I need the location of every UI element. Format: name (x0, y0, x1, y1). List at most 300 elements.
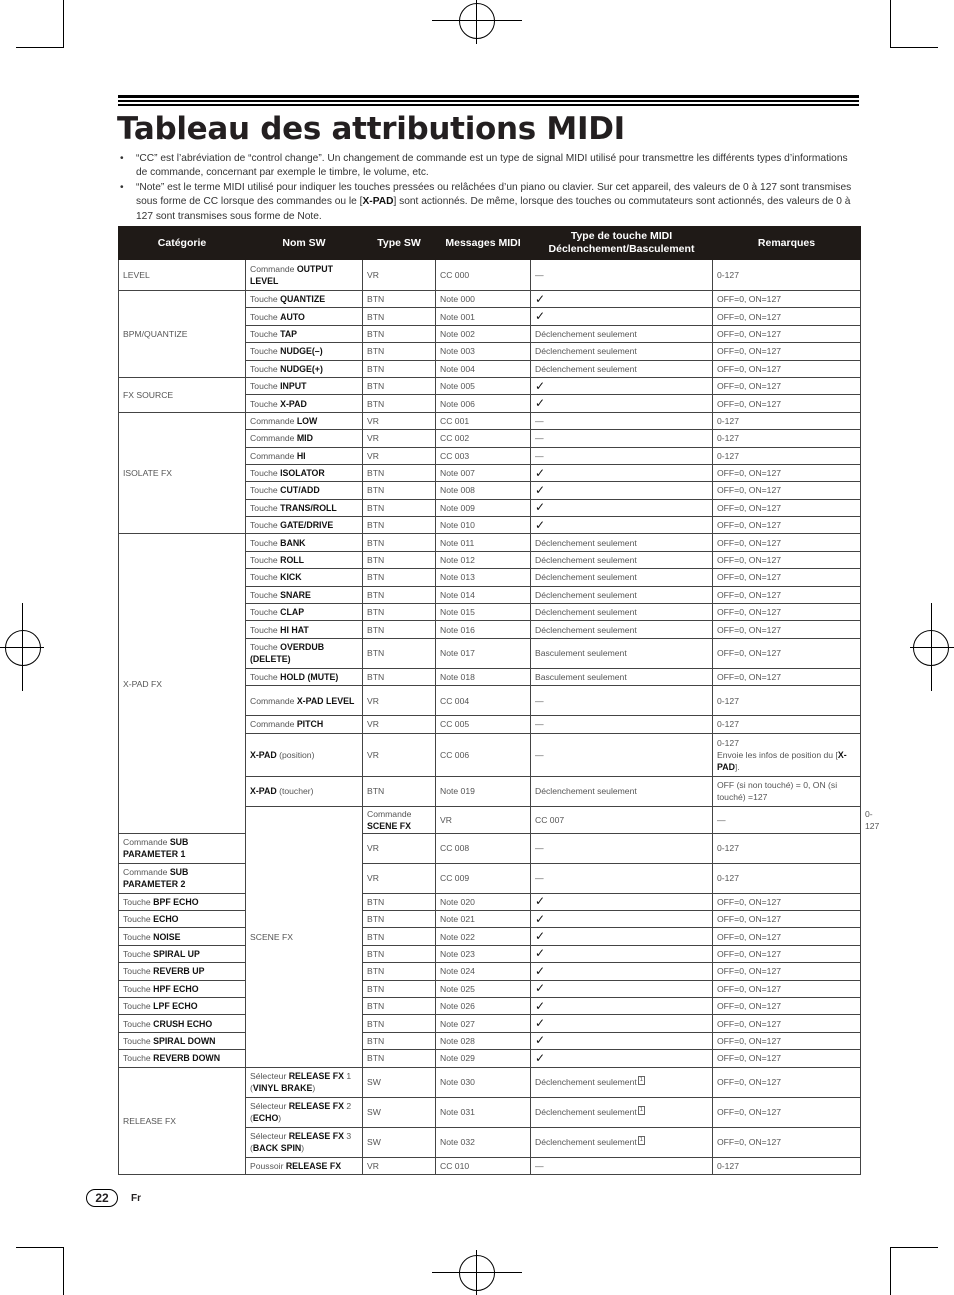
trigger-cell (531, 945, 713, 962)
header-name: Nom SW (246, 227, 363, 260)
note-text: “Note” est le terme MIDI utilisé pour indiquer les touches pressées ou relâchées d’un piano ou clavier. Sur cet appareil, des valeurs de 0 à 127 sont transmises sous forme de CC lorsque des commandes ou le [ (136, 181, 852, 208)
switch-type-cell: VR (363, 716, 436, 733)
remarks-cell: 0-127 (713, 863, 861, 893)
remarks-cell: 0-127 (713, 430, 861, 447)
footnote-marker: 1 (639, 1107, 644, 1114)
switch-type-cell: BTN (363, 517, 436, 534)
switch-type-cell: BTN (363, 395, 436, 412)
remarks-cell: OFF=0, ON=127 (713, 534, 861, 551)
switch-type-cell: VR (363, 863, 436, 893)
table-row: SCENE FX Commande SCENE FX VR CC 007 — 0-127 (119, 806, 861, 833)
midi-message-cell: CC 003 (436, 447, 531, 464)
midi-message-cell: Note 006 (436, 395, 531, 412)
header-type: Type SW (363, 227, 436, 260)
remarks-cell: 0-127 (713, 716, 861, 733)
midi-message-cell: CC 004 (436, 686, 531, 716)
midi-message-cell: Note 016 (436, 621, 531, 638)
page-number: 22 (86, 1189, 118, 1207)
crop-mark (890, 1247, 938, 1248)
check-icon: ✓ (535, 482, 546, 497)
remarks-cell: OFF=0, ON=127 (713, 517, 861, 534)
midi-message-cell: Note 015 (436, 604, 531, 621)
table-row (119, 260, 861, 291)
note-bold: X-PAD (362, 196, 394, 208)
switch-type-cell: BTN (363, 551, 436, 568)
switch-type-cell: BTN (363, 963, 436, 980)
registration-circle (913, 630, 949, 666)
trigger-cell: — (531, 1157, 713, 1174)
switch-type-cell: BTN (363, 928, 436, 945)
footnote-marker: 1 (639, 1077, 644, 1084)
switch-type-cell: BTN (363, 776, 436, 806)
midi-message-cell: Note 018 (436, 668, 531, 685)
remarks-cell: OFF=0, ON=127 (713, 325, 861, 342)
remarks-cell: 0-127 (713, 833, 861, 863)
switch-type-cell: BTN (363, 638, 436, 668)
remarks-cell: OFF=0, ON=127 (713, 621, 861, 638)
switch-type-cell: VR (363, 412, 436, 429)
remarks-cell: OFF=0, ON=127 (713, 638, 861, 668)
trigger-cell: Déclenchement seulement (531, 325, 713, 342)
remarks-cell: OFF=0, ON=127 (713, 893, 861, 910)
switch-name-cell: Commande LOW (246, 412, 363, 429)
switch-name-cell: Commande X-PAD LEVEL (246, 686, 363, 716)
midi-message-cell: Note 012 (436, 551, 531, 568)
check-icon: ✓ (535, 963, 546, 978)
switch-name-cell: Touche X-PAD (246, 395, 363, 412)
midi-message-cell: Note 009 (436, 499, 531, 516)
switch-name-cell: Touche TAP (246, 325, 363, 342)
check-icon: ✓ (535, 894, 546, 909)
trigger-cell: Déclenchement seulement 1 (531, 1127, 713, 1157)
midi-message-cell: Note 031 (436, 1097, 531, 1127)
switch-name-cell: Touche REVERB UP (119, 963, 246, 980)
switch-type-cell: VR (363, 686, 436, 716)
switch-type-cell: BTN (363, 291, 436, 308)
category-cell: FX SOURCE (119, 377, 246, 412)
switch-type-cell: BTN (363, 945, 436, 962)
midi-message-cell: CC 001 (436, 412, 531, 429)
remarks-cell: 0-127 (713, 686, 861, 716)
switch-type-cell: BTN (363, 668, 436, 685)
crop-mark (890, 0, 891, 48)
remarks-cell: OFF=0, ON=127 (713, 604, 861, 621)
page-title: Tableau des attributions MIDI (117, 111, 625, 147)
trigger-cell (531, 963, 713, 980)
midi-message-cell: CC 007 (531, 806, 713, 833)
switch-name-cell: Touche HPF ECHO (119, 980, 246, 997)
trigger-cell (531, 928, 713, 945)
switch-name-cell: Touche NOISE (119, 928, 246, 945)
switch-name-cell: Sélecteur RELEASE FX 1 (VINYL BRAKE) (246, 1067, 363, 1097)
remarks-cell: OFF=0, ON=127 (713, 1127, 861, 1157)
switch-name-cell: Touche ROLL (246, 551, 363, 568)
remarks-cell: OFF=0, ON=127 (713, 1050, 861, 1067)
switch-type-cell: BTN (363, 360, 436, 377)
switch-name-cell: Touche TRANS/ROLL (246, 499, 363, 516)
check-icon: ✓ (535, 396, 546, 411)
switch-name-cell: Touche BANK (246, 534, 363, 551)
table-row (119, 997, 861, 1014)
check-icon: ✓ (535, 500, 546, 515)
crop-mark (16, 1247, 64, 1248)
check-icon: ✓ (535, 998, 546, 1013)
remarks-cell: OFF=0, ON=127 (713, 360, 861, 377)
category-cell: BPM/QUANTIZE (119, 291, 246, 378)
check-icon: ✓ (535, 911, 546, 926)
switch-type-cell: VR (363, 430, 436, 447)
switch-name-cell: Touche HI HAT (246, 621, 363, 638)
midi-message-cell: Note 002 (436, 325, 531, 342)
check-icon: ✓ (535, 1050, 546, 1065)
midi-table (118, 226, 880, 1175)
switch-name-cell: Touche ISOLATOR (246, 464, 363, 481)
check-icon: ✓ (535, 1016, 546, 1031)
switch-type-cell: BTN (363, 499, 436, 516)
header-remarks: Remarques (713, 227, 861, 260)
trigger-cell: — (531, 733, 713, 776)
midi-message-cell: Note 013 (436, 569, 531, 586)
table-row (119, 291, 861, 308)
switch-name-cell: Touche NUDGE(–) (246, 343, 363, 360)
switch-name-cell: Touche BPF ECHO (119, 893, 246, 910)
remarks-cell: OFF=0, ON=127 (713, 499, 861, 516)
trigger-cell (531, 499, 713, 516)
trigger-cell (531, 308, 713, 325)
check-icon: ✓ (535, 946, 546, 961)
trigger-cell: Déclenchement seulement 1 (531, 1067, 713, 1097)
footnote-marker: 1 (639, 1137, 644, 1144)
remarks-cell: OFF=0, ON=127 (713, 1032, 861, 1049)
trigger-cell: Déclenchement seulement 1 (531, 1097, 713, 1127)
switch-name-cell: Touche NUDGE(+) (246, 360, 363, 377)
table-row (119, 377, 861, 394)
switch-type-cell: BTN (363, 534, 436, 551)
switch-type-cell: BTN (363, 980, 436, 997)
remarks-cell: OFF=0, ON=127 (713, 586, 861, 603)
header-category: Catégorie (119, 227, 246, 260)
trigger-cell (531, 997, 713, 1014)
switch-name-cell: X-PAD (toucher) (246, 776, 363, 806)
midi-message-cell: Note 029 (436, 1050, 531, 1067)
registration-circle (459, 3, 495, 39)
remarks-cell: OFF=0, ON=127 (713, 291, 861, 308)
midi-message-cell: Note 024 (436, 963, 531, 980)
switch-type-cell: BTN (363, 1015, 436, 1032)
remarks-cell: OFF=0, ON=127 (713, 308, 861, 325)
note-text: ] sont actionnés. De même, lorsque des touches ou commutateurs sont actionnés, des valeurs de 0 à 127 sont transmises sous forme de Note. (136, 196, 851, 222)
remarks-cell: OFF=0, ON=127 (713, 1097, 861, 1127)
check-icon: ✓ (535, 929, 546, 944)
midi-message-cell: Note 010 (436, 517, 531, 534)
midi-message-cell: Note 020 (436, 893, 531, 910)
midi-message-cell: Note 000 (436, 291, 531, 308)
trigger-cell: — (531, 686, 713, 716)
switch-type-cell: BTN (363, 569, 436, 586)
trigger-cell: — (531, 430, 713, 447)
check-icon: ✓ (535, 291, 546, 306)
switch-type-cell: BTN (363, 621, 436, 638)
switch-type-cell: VR (436, 806, 531, 833)
switch-name-cell: Touche KICK (246, 569, 363, 586)
crop-mark (63, 0, 64, 48)
midi-message-cell: CC 000 (436, 260, 531, 291)
midi-message-cell: Note 011 (436, 534, 531, 551)
midi-message-cell: CC 008 (436, 833, 531, 863)
remarks-cell: OFF (si non touché) = 0, ON (si touché) =127 (713, 776, 861, 806)
midi-message-cell: Note 026 (436, 997, 531, 1014)
table-body (119, 260, 880, 1175)
note-text: “CC” est l’abréviation de “control change”. Un changement de commande est un type de signal MIDI utilisé pour transmettre les différents types d’informations de commande, concernant par exemple le timbre, le volume, etc. (136, 153, 848, 179)
check-icon: ✓ (535, 981, 546, 996)
remarks-cell: OFF=0, ON=127 (713, 668, 861, 685)
switch-type-cell: BTN (363, 893, 436, 910)
trigger-cell: Basculement seulement (531, 638, 713, 668)
switch-name-cell: Touche INPUT (246, 377, 363, 394)
table-row (119, 534, 861, 551)
trigger-cell: Déclenchement seulement (531, 586, 713, 603)
switch-type-cell: BTN (363, 1032, 436, 1049)
table-row (119, 1067, 861, 1097)
switch-name-cell: Commande SUB PARAMETER 2 (119, 863, 246, 893)
midi-message-cell: Note 004 (436, 360, 531, 377)
midi-message-cell: Note 023 (436, 945, 531, 962)
switch-name-cell: Touche SNARE (246, 586, 363, 603)
switch-type-cell: SW (363, 1127, 436, 1157)
switch-type-cell: VR (363, 733, 436, 776)
remarks-cell: OFF=0, ON=127 (713, 928, 861, 945)
trigger-cell (531, 1050, 713, 1067)
switch-type-cell: BTN (363, 308, 436, 325)
remarks-cell: 0-127 (713, 1157, 861, 1174)
switch-type-cell: BTN (363, 997, 436, 1014)
registration-circle (5, 630, 41, 666)
switch-name-cell: Touche REVERB DOWN (119, 1050, 246, 1067)
switch-type-cell: BTN (363, 604, 436, 621)
trigger-cell (531, 464, 713, 481)
remarks-cell: OFF=0, ON=127 (713, 997, 861, 1014)
trigger-cell: Déclenchement seulement (531, 776, 713, 806)
trigger-cell (531, 377, 713, 394)
switch-type-cell: BTN (363, 586, 436, 603)
table-row (119, 1015, 861, 1032)
midi-message-cell: Note 014 (436, 586, 531, 603)
midi-message-cell: Note 001 (436, 308, 531, 325)
table-row (119, 980, 861, 997)
trigger-cell: — (531, 260, 713, 291)
trigger-cell: Basculement seulement (531, 668, 713, 685)
remarks-cell: 0-127 (713, 447, 861, 464)
switch-name-cell: Touche CLAP (246, 604, 363, 621)
switch-type-cell: BTN (363, 1050, 436, 1067)
switch-name-cell: Touche HOLD (MUTE) (246, 668, 363, 685)
switch-type-cell: BTN (363, 910, 436, 927)
switch-name-cell: Touche OVERDUB (DELETE) (246, 638, 363, 668)
trigger-cell: Déclenchement seulement (531, 551, 713, 568)
midi-message-cell: Note 007 (436, 464, 531, 481)
switch-type-cell: BTN (363, 464, 436, 481)
notes-list (118, 152, 853, 224)
switch-type-cell: BTN (363, 325, 436, 342)
midi-message-cell: Note 008 (436, 482, 531, 499)
trigger-cell (531, 893, 713, 910)
note-item: • “CC” est l’abréviation de “control change”. Un changement de commande est un type de signal MIDI utilisé pour transmettre les différents types d’informations de commande, concernant par exemple le timbre, le volume, etc. (120, 153, 848, 179)
midi-message-cell: Note 022 (436, 928, 531, 945)
remarks-cell: OFF=0, ON=127 (713, 569, 861, 586)
trigger-cell (531, 482, 713, 499)
table-row (119, 893, 861, 910)
trigger-cell (531, 1032, 713, 1049)
switch-name-cell: Commande MID (246, 430, 363, 447)
note-item: • “Note” est le terme MIDI utilisé pour indiquer les touches pressées ou relâchées d’un piano ou clavier. Sur cet appareil, des valeurs de 0 à 127 sont transmises sous forme de CC lorsque des commandes ou le [X-PAD] sont actionnés. De même, lorsque des touches ou commutateurs sont actionnés, des valeurs de 0 à 127 sont transmises sous forme de Note. (120, 181, 852, 222)
crop-mark (16, 47, 64, 48)
language-code: Fr (131, 1193, 141, 1204)
check-icon: ✓ (535, 517, 546, 532)
remarks-cell: OFF=0, ON=127 (713, 1067, 861, 1097)
switch-name-cell: Sélecteur RELEASE FX 3 (BACK SPIN) (246, 1127, 363, 1157)
switch-name-cell: X-PAD (position) (246, 733, 363, 776)
remarks-cell: OFF=0, ON=127 (713, 945, 861, 962)
table-row (119, 963, 861, 980)
midi-message-cell: Note 030 (436, 1067, 531, 1097)
midi-message-cell: CC 002 (436, 430, 531, 447)
trigger-cell: — (531, 412, 713, 429)
midi-message-cell: CC 005 (436, 716, 531, 733)
category-cell: X-PAD FX (119, 534, 246, 833)
switch-name-cell: Commande SUB PARAMETER 1 (119, 833, 246, 863)
switch-name-cell: Touche CUT/ADD (246, 482, 363, 499)
switch-name-cell: Touche SPIRAL DOWN (119, 1032, 246, 1049)
switch-name-cell: Touche ECHO (119, 910, 246, 927)
table-row (119, 412, 861, 429)
switch-type-cell: BTN (363, 343, 436, 360)
remarks-cell: 0-127 Envoie les infos de position du [X-PAD]. (713, 733, 861, 776)
trigger-cell (531, 517, 713, 534)
category-cell: LEVEL (119, 260, 246, 291)
switch-name-cell: Touche LPF ECHO (119, 997, 246, 1014)
remarks-cell: OFF=0, ON=127 (713, 963, 861, 980)
header-trigger: Type de touche MIDI Déclenchement/Basculement (531, 227, 713, 260)
table-row (119, 945, 861, 962)
trigger-cell: Déclenchement seulement (531, 343, 713, 360)
table-row (119, 910, 861, 927)
midi-message-cell: Note 005 (436, 377, 531, 394)
switch-name-cell: Touche GATE/DRIVE (246, 517, 363, 534)
remarks-cell: OFF=0, ON=127 (713, 980, 861, 997)
trigger-cell: Déclenchement seulement (531, 569, 713, 586)
midi-message-cell: Note 017 (436, 638, 531, 668)
remarks-cell: OFF=0, ON=127 (713, 482, 861, 499)
switch-type-cell: VR (363, 1157, 436, 1174)
remarks-cell: OFF=0, ON=127 (713, 910, 861, 927)
remarks-cell: OFF=0, ON=127 (713, 377, 861, 394)
table-header-row (119, 227, 861, 260)
switch-name-cell: Touche QUANTIZE (246, 291, 363, 308)
header-message: Messages MIDI (436, 227, 531, 260)
header-rule (118, 104, 859, 106)
trigger-cell: — (531, 716, 713, 733)
remarks-cell: OFF=0, ON=127 (713, 551, 861, 568)
trigger-cell (531, 910, 713, 927)
switch-type-cell: VR (363, 833, 436, 863)
switch-type-cell: BTN (363, 482, 436, 499)
trigger-cell: — (713, 806, 861, 833)
table-row (119, 1032, 861, 1049)
trigger-cell: — (531, 833, 713, 863)
table-row (119, 1050, 861, 1067)
trigger-cell: Déclenchement seulement (531, 604, 713, 621)
switch-type-cell: SW (363, 1067, 436, 1097)
switch-name-cell: Commande SCENE FX (363, 806, 436, 833)
category-cell: SCENE FX (246, 806, 363, 1067)
midi-message-cell: CC 006 (436, 733, 531, 776)
trigger-cell: Déclenchement seulement (531, 534, 713, 551)
crop-mark (890, 47, 938, 48)
registration-circle (459, 1255, 495, 1291)
switch-name-cell: Commande HI (246, 447, 363, 464)
table-row (119, 833, 861, 863)
remarks-cell: OFF=0, ON=127 (713, 1015, 861, 1032)
switch-type-cell: VR (363, 260, 436, 291)
midi-message-cell: Note 019 (436, 776, 531, 806)
trigger-cell: Déclenchement seulement (531, 360, 713, 377)
midi-message-cell: Note 027 (436, 1015, 531, 1032)
switch-name-cell: Poussoir RELEASE FX (246, 1157, 363, 1174)
check-icon: ✓ (535, 465, 546, 480)
midi-message-cell: CC 010 (436, 1157, 531, 1174)
switch-type-cell: BTN (363, 377, 436, 394)
check-icon: ✓ (535, 378, 546, 393)
category-cell: RELEASE FX (119, 1067, 246, 1174)
trigger-cell: Déclenchement seulement (531, 621, 713, 638)
midi-message-cell: Note 025 (436, 980, 531, 997)
switch-name-cell: Sélecteur RELEASE FX 2 (ECHO) (246, 1097, 363, 1127)
crop-mark (890, 1247, 891, 1295)
remarks-cell: 0-127 (713, 260, 861, 291)
check-icon: ✓ (535, 309, 546, 324)
switch-name-cell: Touche SPIRAL UP (119, 945, 246, 962)
check-icon: ✓ (535, 1033, 546, 1048)
trigger-cell: — (531, 863, 713, 893)
trigger-cell: — (531, 447, 713, 464)
category-cell: ISOLATE FX (119, 412, 246, 534)
table-row (119, 928, 861, 945)
header-rule (118, 95, 859, 98)
remarks-cell: 0-127 (713, 412, 861, 429)
trigger-cell (531, 395, 713, 412)
midi-message-cell: Note 021 (436, 910, 531, 927)
remarks-cell: OFF=0, ON=127 (713, 464, 861, 481)
midi-message-cell: Note 028 (436, 1032, 531, 1049)
midi-message-cell: Note 032 (436, 1127, 531, 1157)
header-rule (118, 100, 859, 102)
trigger-cell (531, 291, 713, 308)
trigger-cell (531, 1015, 713, 1032)
midi-message-cell: Note 003 (436, 343, 531, 360)
switch-type-cell: SW (363, 1097, 436, 1127)
trigger-cell (531, 980, 713, 997)
remarks-cell: OFF=0, ON=127 (713, 343, 861, 360)
crop-mark (63, 1247, 64, 1295)
switch-name-cell: Touche AUTO (246, 308, 363, 325)
switch-type-cell: VR (363, 447, 436, 464)
midi-message-cell: CC 009 (436, 863, 531, 893)
switch-name-cell: Touche CRUSH ECHO (119, 1015, 246, 1032)
remarks-cell: OFF=0, ON=127 (713, 395, 861, 412)
switch-name-cell: Commande OUTPUT LEVEL (246, 260, 363, 291)
table-row (119, 863, 861, 893)
switch-name-cell: Commande PITCH (246, 716, 363, 733)
